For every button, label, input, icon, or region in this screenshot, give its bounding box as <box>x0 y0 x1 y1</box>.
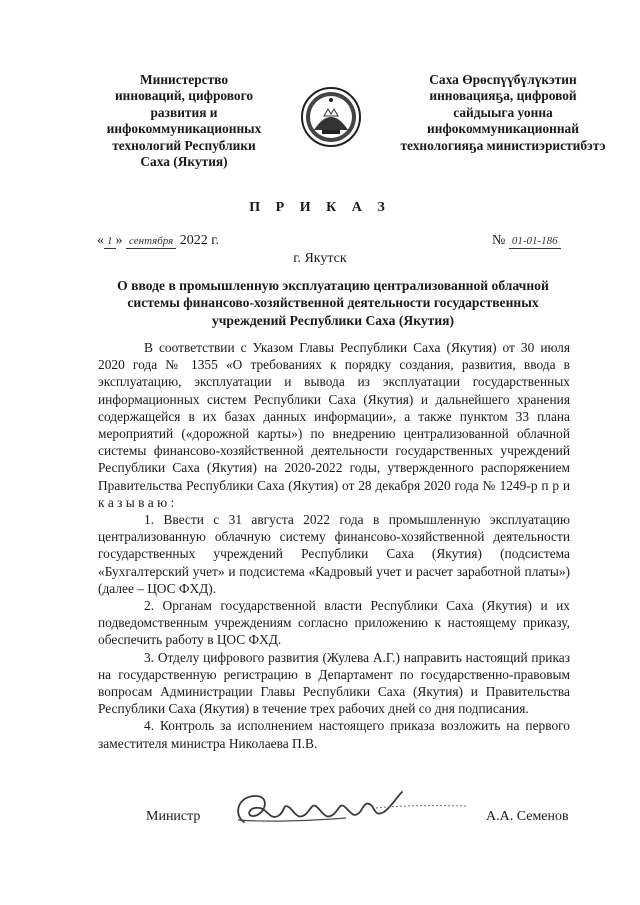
subject-line: О вводе в промышленную эксплуатацию централизованной облачной <box>117 278 549 293</box>
date-open-quote: « <box>97 233 104 248</box>
ministry-name-russian <box>86 72 282 170</box>
preamble-paragraph: В соответствии с Указом Главы Республики Саха (Якутия) от 30 июля 2020 года № 1355 «О требованиях к порядку создания, развития, ввода в эксплуатацию, эксплуатации и вывода из эксплуатации государственных информационных систем Республики Саха (Якутия) и дальнейшего хранения содержащейся в их базах данных информации», а также пунктом 33 плана мероприятий («дорожной карты») по внедрению централизованной облачной системы финансово-хозяйственной деятельности государственных учреждений Республики Саха (Якутия) на 2020-2022 годы, утвержденного распоряжением Правительства Республики Саха (Якутия) от 28 декабря 2020 года № 1249-р п р и к а з ы в а ю : <box>98 340 570 510</box>
header-left-line: инноваций, цифрового <box>114 88 254 104</box>
number-value: 01-01-186 <box>509 234 561 249</box>
header-right-line: инновацияҕа, цифровой <box>429 88 577 104</box>
order-subject <box>96 277 570 329</box>
header-right-line: сайдыыга уонна <box>453 104 553 120</box>
clause-paragraph: 3. Отделу цифрового развития (Жулева А.Г.) направить настоящий приказ на государственную регистрацию в Департамент по государственно-правовым вопросам Администрации Главы Республики Саха (Якутия) и Правительства Республики Саха (Якутия) в течение трех рабочих дней со дня подписания. <box>98 649 570 717</box>
header-left-line: Министерство <box>139 72 229 87</box>
clause-paragraph: 1. Ввести с 31 августа 2022 года в промышленную эксплуатацию централизованную облачную систему финансово-хозяйственной деятельности государственных учреждений Республики Саха (Якутия) (подсистема «Бухгалтерский учет» и подсистема «Кадровый учет и расчет заработной платы») (далее – ЦОС ФХД). <box>98 512 570 596</box>
coat-of-arms-emblem-icon <box>300 86 362 148</box>
city: г. Якутск <box>293 251 347 266</box>
clause-paragraph: 4. Контроль за исполнением настоящего приказа возложить на первого заместителя министра Николаева П.В. <box>98 718 570 751</box>
header-left-line: технологий Республики <box>112 137 256 153</box>
ministry-name-yakut <box>372 72 634 154</box>
order-date <box>97 233 219 249</box>
order-number <box>492 233 561 249</box>
header-left-line: Саха (Якутия) <box>140 154 228 170</box>
number-prefix: № <box>492 233 506 248</box>
clause-paragraph: 2. Органам государственной власти Республики Саха (Якутия) и их подведомственным учреждениям согласно приложению к настоящему приказу, обеспечить работу в ЦОС ФХД. <box>98 598 570 648</box>
date-month: сентября <box>126 234 176 249</box>
date-year: 2022 г. <box>179 233 219 248</box>
subject-line: учреждений Республики Саха (Якутия) <box>211 312 455 328</box>
header-right-line: технологияҕа министиэристибэтэ <box>400 137 606 153</box>
signatory-name: А.А. Семенов <box>486 809 569 824</box>
date-close-quote: » <box>115 233 123 248</box>
handwritten-signature-icon <box>226 786 476 832</box>
header-right-line: инфокоммуникационнай <box>427 121 579 137</box>
header-right-line: Саха Өрөспүүбүлүкэтин <box>429 72 577 87</box>
subject-line: системы финансово-хозяйственной деятельности государственных <box>127 295 539 311</box>
header-left-line: инфокоммуникационных <box>106 121 262 137</box>
signatory-role: Министр <box>146 809 201 824</box>
header-left-line: развития и <box>150 104 218 120</box>
order-body <box>98 339 570 752</box>
document-title: П Р И К А З <box>249 200 391 215</box>
date-day: 1 <box>104 234 116 249</box>
